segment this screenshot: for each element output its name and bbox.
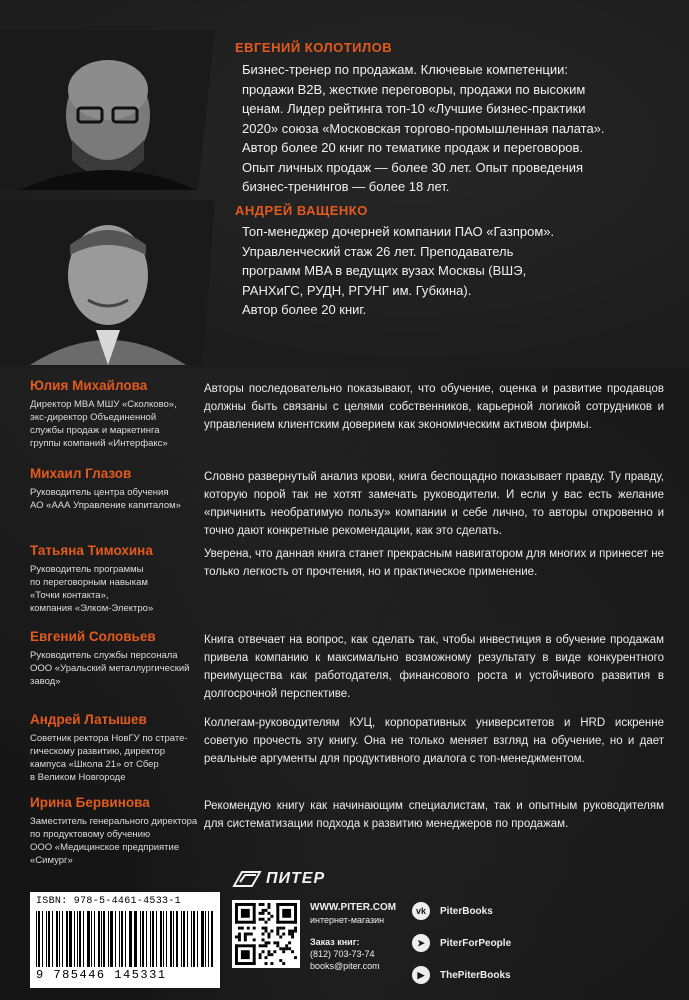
barcode-bar (191, 911, 192, 967)
barcode-bar (103, 911, 105, 967)
barcode-bar (201, 911, 204, 967)
barcode-bar (91, 911, 92, 967)
barcode-bar (160, 911, 162, 967)
social-label: PiterForPeople (440, 937, 512, 949)
barcode-bar (125, 911, 126, 967)
barcode-bar (197, 911, 198, 967)
barcode-bar (74, 911, 75, 967)
role-line: ООО «Уральский металлургический (30, 663, 190, 674)
barcode-bar (98, 911, 100, 967)
bio-line: ценам. Лидер рейтинга топ-10 «Лучшие бизнес-практики (242, 101, 586, 116)
review-text: Уверена, что данная книга станет прекрасным навигатором для многих и принесет не только легкость от прочтения, но и практическое применение. (204, 548, 664, 578)
barcode-bar (69, 911, 72, 967)
reviewer-name: Ирина Бервинова (30, 795, 150, 810)
barcode-bar (38, 911, 40, 967)
barcode-bar (66, 911, 68, 967)
telegram-icon: ➤ (412, 934, 430, 952)
role-line: группы компаний «Интерфакс» (30, 438, 168, 449)
barcode-bar (59, 911, 60, 967)
role-line: ООО «Медицинское предприятие (30, 842, 180, 853)
barcode-bar (121, 911, 123, 967)
review-text: Книга отвечает на вопрос, как сделать так, чтобы инвестиция в обучение продажам привела компанию к максимально возможному результату в виде конкурентного преимущества как работодателя, финансового роста и устойчивого развития в долгосрочной перспективе. (204, 634, 664, 700)
role-line: «Точки контакта», (30, 590, 109, 601)
barcode-bar (110, 911, 113, 967)
review-text: Рекомендую книгу как начинающим специалистам, так и опытным руководителям для систематизации подхода к развитию менеджеров по продажам. (204, 800, 664, 830)
barcode-bar (152, 911, 155, 967)
bio-line: продажи B2B, жесткие переговоры, продажи по высоким (242, 81, 586, 97)
back-cover-footer (0, 860, 689, 1000)
barcode-bar (83, 911, 84, 967)
bio-line: Управленческий стаж 26 лет. Преподаватель (242, 243, 514, 259)
role-line: Директор MBA МШУ «Сколково», (30, 399, 177, 410)
barcode-bar (140, 911, 141, 967)
reviewer-name: Андрей Латышев (30, 712, 147, 727)
reviewer-name: Евгений Соловьев (30, 629, 156, 644)
barcode-bar (108, 911, 109, 967)
reviewer-role (30, 486, 200, 512)
review-text: Словно развернутый анализ крови, книга беспощадно показывает правду. Ту правду, которую порой так не хотят замечать руководители. И если у вас есть желание «причинить необратимую пользу» компании и себе лично, то авторы откровенно и точно дают конкретные рекомендации, как это сделать. (204, 471, 664, 537)
barcode-bar (156, 911, 157, 967)
author-bio (242, 222, 642, 320)
site-url: WWW.PITER.COM (310, 902, 397, 913)
role-line: Советник ректора НовГУ по страте- (30, 733, 188, 744)
barcode-bar (170, 911, 172, 967)
qr-code (232, 900, 300, 968)
author-name: ЕВГЕНИЙ КОЛОТИЛОВ (235, 40, 393, 55)
author-photo (0, 200, 215, 365)
bio-line: Топ-менеджер дочерней компании ПАО «Газпром». (242, 224, 555, 239)
barcode-bar (87, 911, 90, 967)
reviewer-role (30, 649, 200, 688)
author-bio (242, 60, 642, 197)
barcode-bar (193, 911, 195, 967)
vk-icon: vk (412, 902, 430, 920)
social-youtube (412, 966, 511, 984)
barcode (30, 892, 220, 988)
order-phone: (812) 703-73-74 (310, 949, 375, 959)
role-line: гическому развитию, директор (30, 746, 166, 757)
barcode-bar (130, 911, 132, 967)
barcode-bar (163, 911, 164, 967)
reviewer-name: Татьяна Тимохина (30, 543, 153, 558)
barcode-bar (166, 911, 167, 967)
role-line: завод» (30, 676, 61, 687)
bio-line: РАНХиГС, РУДН, РГУНГ им. Губкина). (242, 282, 472, 298)
barcode-bar (46, 911, 47, 967)
barcode-bar (36, 911, 37, 967)
piter-logo-icon (232, 870, 262, 888)
barcode-bar (134, 911, 137, 967)
role-line: службы продаж и маркетинга (30, 425, 160, 436)
barcode-bar (52, 911, 53, 967)
barcode-bar (183, 911, 185, 967)
role-line: Заместитель генерального директора (30, 816, 198, 827)
barcode-bar (56, 911, 58, 967)
barcode-bar (181, 911, 182, 967)
barcode-bar (62, 911, 63, 967)
bio-line: Опыт личных продаж — более 30 лет. Опыт проведения (242, 159, 584, 175)
portrait-image (0, 200, 215, 365)
social-links (412, 902, 511, 998)
publisher-name: ПИТЕР (266, 870, 326, 887)
barcode-bar (187, 911, 188, 967)
isbn-text: ISBN: 978-5-4461-4533-1 (36, 896, 181, 907)
bio-line: Автор более 20 книг. (242, 302, 367, 317)
barcode-bar (119, 911, 120, 967)
social-label: ThePiterBooks (440, 969, 511, 981)
order-email: books@piter.com (310, 961, 380, 971)
barcode-bar (48, 911, 51, 967)
barcode-bar (176, 911, 179, 967)
barcode-bar (101, 911, 102, 967)
barcode-bar (146, 911, 147, 967)
role-line: в Великом Новгороде (30, 772, 126, 783)
barcode-bar (115, 911, 116, 967)
barcode-bar (77, 911, 78, 967)
role-line: АО «ААА Управление капиталом» (30, 500, 181, 511)
bio-line: 2020» союза «Московская торгово-промышленная палата». (242, 120, 605, 136)
role-line: Руководитель службы персонала (30, 650, 178, 661)
social-telegram (412, 934, 511, 952)
role-line: Руководитель центра обучения (30, 487, 169, 498)
barcode-bar (150, 911, 151, 967)
bio-line: Бизнес-тренер по продажам. Ключевые компетенции: (242, 62, 569, 77)
reviewer-role (30, 732, 200, 784)
youtube-icon: ▶ (412, 966, 430, 984)
role-line: компания «Элком-Электро» (30, 603, 154, 614)
bio-line: программ MBA в ведущих вузах Москвы (ВШЭ, (242, 263, 527, 278)
author-photo (0, 30, 215, 190)
social-label: PiterBooks (440, 905, 493, 917)
role-line: по продуктовому обучению (30, 829, 151, 840)
role-line: «Симург» (30, 855, 73, 866)
role-line: по переговорным навыкам (30, 577, 148, 588)
reviewer-name: Юлия Михайлова (30, 378, 148, 393)
role-line: Руководитель программы (30, 564, 144, 575)
social-vk (412, 902, 511, 920)
review-text: Авторы последовательно показывают, что обучение, оценка и развитие продавцов должны быть связаны с целями собственников, карьерной логикой сотрудников и управлением клиентским доверием как экономическим активом фирмы. (204, 383, 664, 431)
bio-line: бизнес-тренингов — более 18 лет. (242, 179, 450, 194)
shop-info (310, 902, 396, 972)
bio-line: Автор более 20 книг по тематике продаж и переговоров. (242, 140, 584, 155)
site-subtitle: интернет-магазин (310, 915, 385, 925)
barcode-bars (36, 911, 214, 967)
barcode-number: 9 785446 145331 (36, 968, 167, 982)
barcode-bar (211, 911, 213, 967)
review-text: Коллегам-руководителям КУЦ, корпоративных университетов и HRD искренне советую прочесть эту книгу. Она не только меняет взгляд на обучение, но и дает реальные аргументы для продуктивного диалога с топ-менеджментом. (204, 717, 664, 765)
role-line: кампуса «Школа 21» от Сбер (30, 759, 159, 770)
barcode-bar (173, 911, 174, 967)
reviewer-name: Михаил Глазов (30, 466, 132, 481)
barcode-bar (129, 911, 130, 967)
portrait-image (0, 30, 215, 190)
barcode-bar (142, 911, 144, 967)
barcode-bar (208, 911, 209, 967)
barcode-bar (94, 911, 95, 967)
author-name: АНДРЕЙ ВАЩЕНКО (235, 203, 368, 218)
reviewer-role (30, 563, 200, 615)
barcode-bar (79, 911, 81, 967)
qr-code-icon (235, 903, 297, 965)
order-title: Заказ книг: (310, 937, 360, 947)
publisher-logo (232, 870, 325, 888)
role-line: экс-директор Объединенной (30, 412, 157, 423)
barcode-bar (205, 911, 206, 967)
barcode-bar (42, 911, 43, 967)
reviewer-role (30, 398, 200, 450)
